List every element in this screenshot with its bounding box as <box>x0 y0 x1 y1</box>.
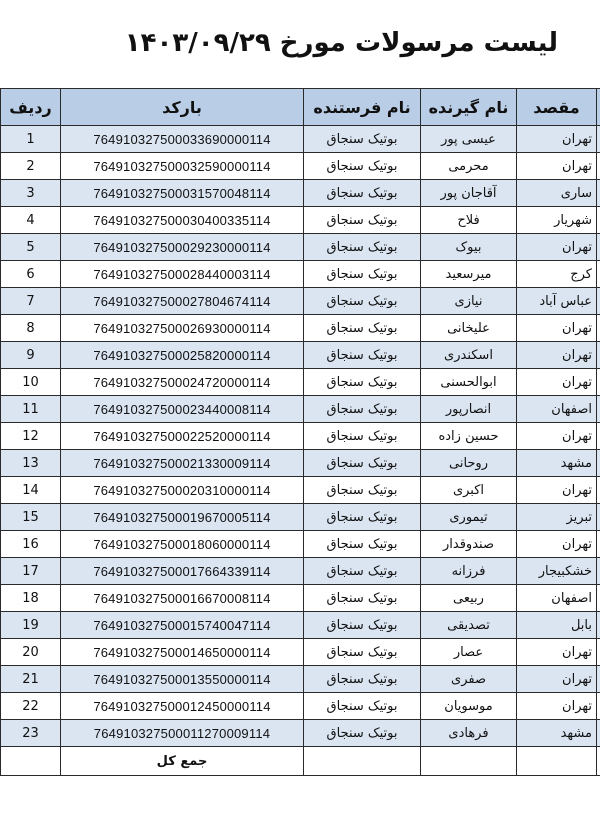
recipient-cell: اکبری <box>421 477 517 504</box>
recipient-cell: آقاجان پور <box>421 180 517 207</box>
header-edge-cell <box>597 89 600 126</box>
destination-cell: تهران <box>517 477 597 504</box>
row-number-cell: 16 <box>1 531 61 558</box>
row-number-cell: 20 <box>1 639 61 666</box>
total-destination-cell <box>517 747 597 776</box>
sender-cell: بوتیک سنجاق <box>304 720 421 747</box>
table-header-row <box>1 89 600 126</box>
destination-cell: تهران <box>517 531 597 558</box>
edge-cell <box>597 558 600 585</box>
barcode-cell: 764910327500011270009114 <box>61 720 304 747</box>
row-number-cell: 13 <box>1 450 61 477</box>
barcode-cell: 764910327500012450000114 <box>61 693 304 720</box>
sender-cell: بوتیک سنجاق <box>304 585 421 612</box>
destination-cell: خشکبیجار <box>517 558 597 585</box>
header-destination: مقصد <box>517 89 597 126</box>
header-barcode: بارکد <box>61 89 304 126</box>
page-title: لیست مرسولات مورخ ۱۴۰۳/۰۹/۲۹ <box>124 28 558 58</box>
barcode-cell: 764910327500016670008114 <box>61 585 304 612</box>
edge-cell <box>597 693 600 720</box>
destination-cell: تهران <box>517 639 597 666</box>
sender-cell: بوتیک سنجاق <box>304 639 421 666</box>
recipient-cell: موسویان <box>421 693 517 720</box>
edge-cell <box>597 369 600 396</box>
destination-cell: تهران <box>517 423 597 450</box>
recipient-cell: صندوقدار <box>421 531 517 558</box>
destination-cell: عباس آباد <box>517 288 597 315</box>
row-number-cell: 23 <box>1 720 61 747</box>
recipient-cell: عصار <box>421 639 517 666</box>
edge-cell <box>597 315 600 342</box>
sender-cell: بوتیک سنجاق <box>304 504 421 531</box>
table-row <box>1 477 600 504</box>
table-row <box>1 504 600 531</box>
edge-cell <box>597 720 600 747</box>
edge-cell <box>597 207 600 234</box>
barcode-cell: 764910327500029230000114 <box>61 234 304 261</box>
edge-cell <box>597 234 600 261</box>
recipient-cell: روحانی <box>421 450 517 477</box>
table-row <box>1 234 600 261</box>
shipment-table <box>0 88 600 776</box>
sender-cell: بوتیک سنجاق <box>304 450 421 477</box>
row-number-cell: 1 <box>1 126 61 153</box>
barcode-cell: 764910327500032590000114 <box>61 153 304 180</box>
table-row <box>1 612 600 639</box>
row-number-cell: 6 <box>1 261 61 288</box>
barcode-cell: 764910327500013550000114 <box>61 666 304 693</box>
table-row <box>1 369 600 396</box>
table-row <box>1 396 600 423</box>
row-number-cell: 14 <box>1 477 61 504</box>
barcode-cell: 764910327500014650000114 <box>61 639 304 666</box>
header-sender: نام فرستنده <box>304 89 421 126</box>
row-number-cell: 22 <box>1 693 61 720</box>
barcode-cell: 764910327500018060000114 <box>61 531 304 558</box>
barcode-cell: 764910327500023440008114 <box>61 396 304 423</box>
edge-cell <box>597 423 600 450</box>
table-row <box>1 558 600 585</box>
destination-cell: اصفهان <box>517 585 597 612</box>
edge-cell <box>597 639 600 666</box>
barcode-cell: 764910327500028440003114 <box>61 261 304 288</box>
row-number-cell: 17 <box>1 558 61 585</box>
sender-cell: بوتیک سنجاق <box>304 342 421 369</box>
destination-cell: تهران <box>517 342 597 369</box>
total-row <box>1 747 600 776</box>
row-number-cell: 10 <box>1 369 61 396</box>
recipient-cell: فرزانه <box>421 558 517 585</box>
sender-cell: بوتیک سنجاق <box>304 693 421 720</box>
total-sender-cell <box>304 747 421 776</box>
barcode-cell: 764910327500031570048114 <box>61 180 304 207</box>
row-number-cell: 11 <box>1 396 61 423</box>
barcode-cell: 764910327500026930000114 <box>61 315 304 342</box>
sender-cell: بوتیک سنجاق <box>304 396 421 423</box>
row-number-cell: 15 <box>1 504 61 531</box>
total-recipient-cell <box>421 747 517 776</box>
barcode-cell: 764910327500021330009114 <box>61 450 304 477</box>
sender-cell: بوتیک سنجاق <box>304 423 421 450</box>
barcode-cell: 764910327500025820000114 <box>61 342 304 369</box>
sender-cell: بوتیک سنجاق <box>304 666 421 693</box>
barcode-cell: 764910327500022520000114 <box>61 423 304 450</box>
sender-cell: بوتیک سنجاق <box>304 180 421 207</box>
destination-cell: تهران <box>517 153 597 180</box>
destination-cell: مشهد <box>517 720 597 747</box>
recipient-cell: اسکندری <box>421 342 517 369</box>
sender-cell: بوتیک سنجاق <box>304 369 421 396</box>
sender-cell: بوتیک سنجاق <box>304 288 421 315</box>
barcode-cell: 764910327500020310000114 <box>61 477 304 504</box>
edge-cell <box>597 180 600 207</box>
destination-cell: تهران <box>517 693 597 720</box>
destination-cell: مشهد <box>517 450 597 477</box>
table-row <box>1 720 600 747</box>
barcode-cell: 764910327500017664339114 <box>61 558 304 585</box>
barcode-cell: 764910327500019670005114 <box>61 504 304 531</box>
table-row <box>1 342 600 369</box>
sender-cell: بوتیک سنجاق <box>304 612 421 639</box>
edge-cell <box>597 342 600 369</box>
row-number-cell: 4 <box>1 207 61 234</box>
total-edge-cell <box>597 747 600 776</box>
sender-cell: بوتیک سنجاق <box>304 558 421 585</box>
total-label: جمع کل <box>61 747 304 776</box>
sender-cell: بوتیک سنجاق <box>304 531 421 558</box>
edge-cell <box>597 504 600 531</box>
recipient-cell: فلاح <box>421 207 517 234</box>
edge-cell <box>597 153 600 180</box>
table-row <box>1 180 600 207</box>
sender-cell: بوتیک سنجاق <box>304 126 421 153</box>
table-row <box>1 288 600 315</box>
table-row <box>1 207 600 234</box>
row-number-cell: 12 <box>1 423 61 450</box>
row-number-cell: 2 <box>1 153 61 180</box>
edge-cell <box>597 261 600 288</box>
recipient-cell: میرسعید <box>421 261 517 288</box>
recipient-cell: حسین زاده <box>421 423 517 450</box>
total-row-number-cell <box>1 747 61 776</box>
barcode-cell: 764910327500024720000114 <box>61 369 304 396</box>
barcode-cell: 764910327500015740047114 <box>61 612 304 639</box>
sender-cell: بوتیک سنجاق <box>304 207 421 234</box>
sender-cell: بوتیک سنجاق <box>304 477 421 504</box>
destination-cell: شهریار <box>517 207 597 234</box>
edge-cell <box>597 477 600 504</box>
row-number-cell: 8 <box>1 315 61 342</box>
sender-cell: بوتیک سنجاق <box>304 315 421 342</box>
table-body <box>1 126 600 776</box>
row-number-cell: 19 <box>1 612 61 639</box>
edge-cell <box>597 288 600 315</box>
edge-cell <box>597 396 600 423</box>
row-number-cell: 3 <box>1 180 61 207</box>
table-row <box>1 261 600 288</box>
destination-cell: تهران <box>517 369 597 396</box>
sender-cell: بوتیک سنجاق <box>304 234 421 261</box>
recipient-cell: بیوک <box>421 234 517 261</box>
recipient-cell: فرهادی <box>421 720 517 747</box>
destination-cell: تبریز <box>517 504 597 531</box>
recipient-cell: ابوالحسنی <box>421 369 517 396</box>
destination-cell: ساری <box>517 180 597 207</box>
recipient-cell: تصدیقی <box>421 612 517 639</box>
barcode-cell: 764910327500030400335114 <box>61 207 304 234</box>
row-number-cell: 21 <box>1 666 61 693</box>
barcode-cell: 764910327500027804674114 <box>61 288 304 315</box>
table-row <box>1 126 600 153</box>
sender-cell: بوتیک سنجاق <box>304 261 421 288</box>
table-row <box>1 531 600 558</box>
recipient-cell: صفری <box>421 666 517 693</box>
recipient-cell: عیسی پور <box>421 126 517 153</box>
edge-cell <box>597 126 600 153</box>
table-row <box>1 585 600 612</box>
table-row <box>1 639 600 666</box>
edge-cell <box>597 585 600 612</box>
header-recipient: نام گیرنده <box>421 89 517 126</box>
destination-cell: کرج <box>517 261 597 288</box>
row-number-cell: 7 <box>1 288 61 315</box>
recipient-cell: نیازی <box>421 288 517 315</box>
edge-cell <box>597 531 600 558</box>
edge-cell <box>597 612 600 639</box>
destination-cell: تهران <box>517 666 597 693</box>
row-number-cell: 18 <box>1 585 61 612</box>
recipient-cell: محرمی <box>421 153 517 180</box>
recipient-cell: تیموری <box>421 504 517 531</box>
sender-cell: بوتیک سنجاق <box>304 153 421 180</box>
recipient-cell: علیخانی <box>421 315 517 342</box>
recipient-cell: ربیعی <box>421 585 517 612</box>
destination-cell: تهران <box>517 126 597 153</box>
header-row-number: ردیف <box>1 89 61 126</box>
edge-cell <box>597 666 600 693</box>
edge-cell <box>597 450 600 477</box>
destination-cell: بابل <box>517 612 597 639</box>
destination-cell: تهران <box>517 315 597 342</box>
destination-cell: تهران <box>517 234 597 261</box>
recipient-cell: انصارپور <box>421 396 517 423</box>
table-row <box>1 693 600 720</box>
table-row <box>1 153 600 180</box>
table-row <box>1 315 600 342</box>
destination-cell: اصفهان <box>517 396 597 423</box>
table-row <box>1 666 600 693</box>
table-row <box>1 423 600 450</box>
row-number-cell: 5 <box>1 234 61 261</box>
table-row <box>1 450 600 477</box>
row-number-cell: 9 <box>1 342 61 369</box>
barcode-cell: 764910327500033690000114 <box>61 126 304 153</box>
